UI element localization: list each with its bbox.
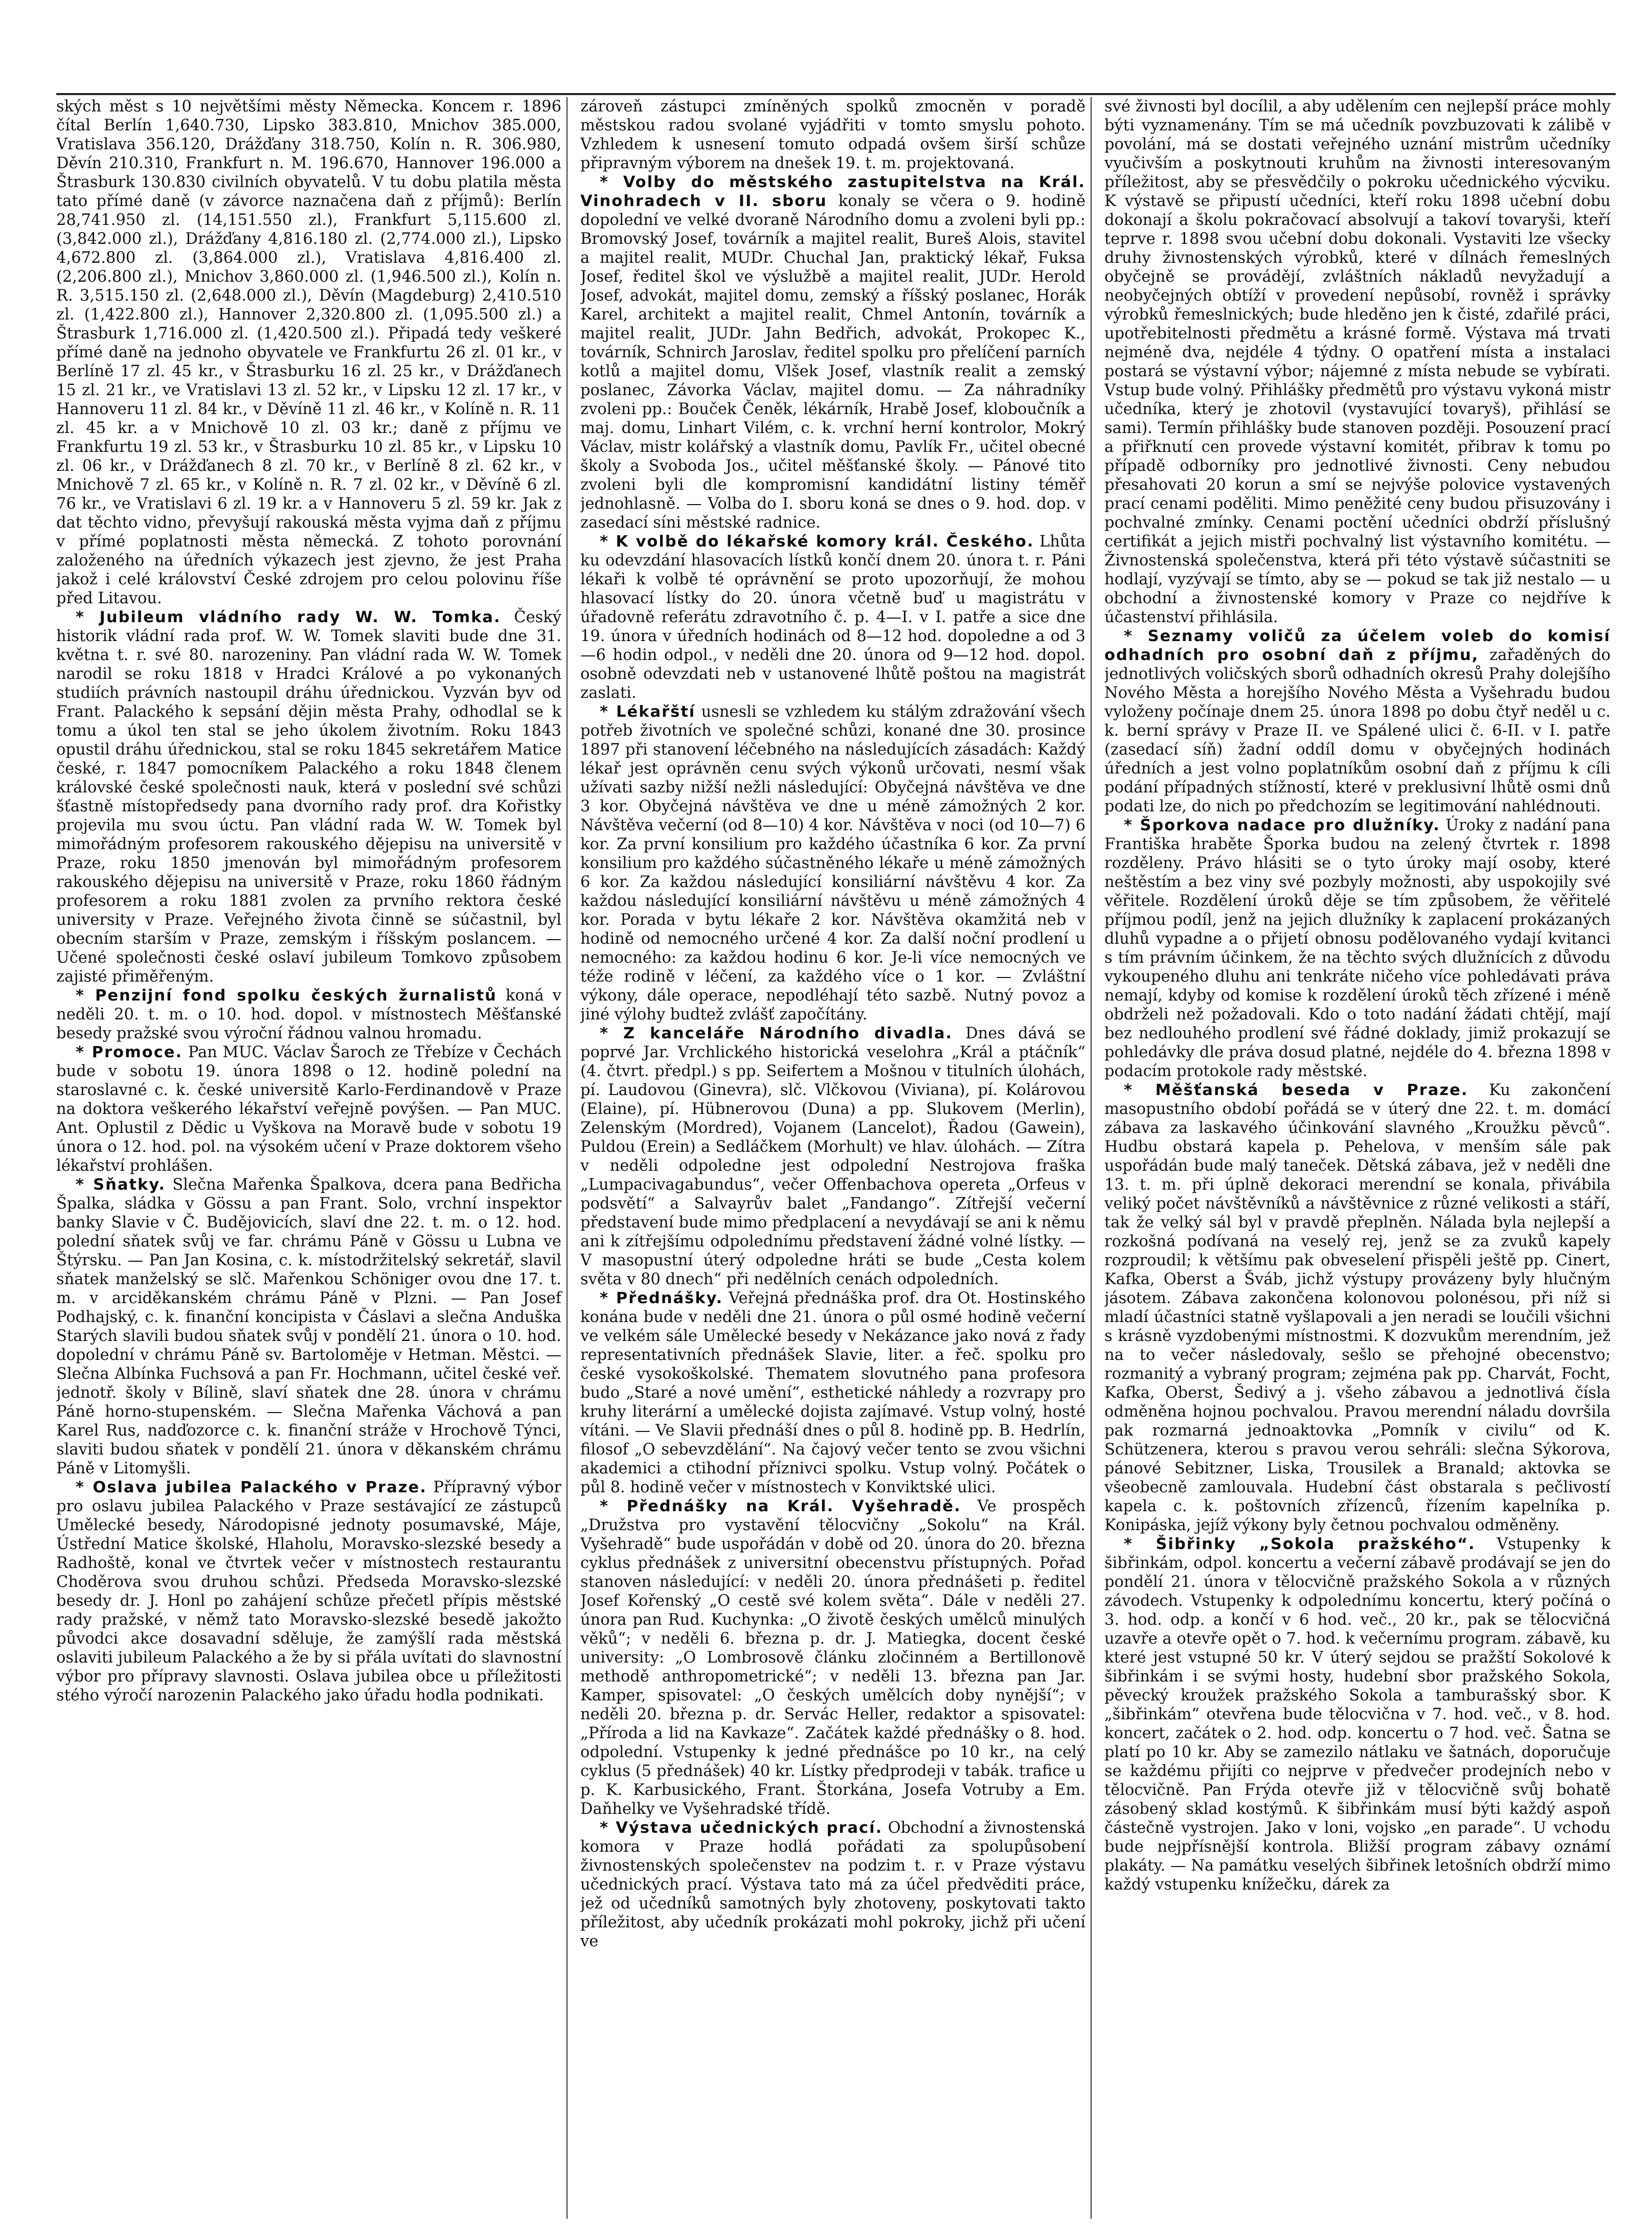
article-mestanska: * Měšťanská beseda v Praze. Ku zakončení masopustního období pořádá se v úterý dne 22. t. m. domácí zábava za laskavého účinkování slavného „Kroužku pěvců“. Hudbu obstará kapela p. Pehelova, v menším sále pak uspořádán bude malý taneček. Dětská zábava, jež v neděli dne 13. t. m. při úplně dekoraci merendní se konala, přivábila veliký počet návštěvníků a návštěvnice z různé velikosti a stáří, tak že velký sál byl v pravdě přeplněn. Nálada byla nejlepší a rozkošná podívaná na veselý rej, jenž se za zvuků kapely rozproudil; k většímu pak obveselení přispěli ještě pp. Cinert, Kafka, Oberst a Šváb, jichž výstupy provázeny byly hlučným jásotem. Zábava zakončena kolonovou polonésou, při níž si mladí účastníci statně vyšlapovali a jen neradi se loučili všichni s krásně vyzdobenými místnostmi. K dozvukům merendním, jež na to večer následovaly, sešlo se přehojné obecenstvo; rozmanitý a vybraný program; zejména pak pp. Charvát, Focht, Kafka, Oberst, Šedivý a j. všeho zábavou a jednotlivá čísla odměněna hojnou pochvalou. Pravou merendní náladu dovršila pak rozmarná jednoaktovka „Pomník v civilu“ od K. Schützenera, kterou s pravou verou sehráli: slečna Sýkorova, pánové Sebitzner, Liska, Trousilek a Branald; aktovka se všeobecně zamlouvala. Hudební část obstarala s pečlivostí kapela c. k. poštovních zřízenců, řízením kapelníka p. Konipáska, jejíž výkony byly četnou pochvalou odměněny.	[1104, 1081, 1611, 1534]
headline-mestanska: * Měšťanská beseda v Praze.	[1124, 1081, 1468, 1099]
article-palacky-cont: zároveň zástupci zmíněných spolků zmocněn v poradě městskou radou svolané vyjádřiti v tomto smyslu pohoto. Vzhledem k usnesení tomuto odpadá ovšem širší schůze připravným výborem na dnešek 19. t. m. projektovaná.	[580, 98, 1085, 172]
headline-promoce: * Promoce.	[76, 1043, 183, 1061]
article-vysehrad: * Přednášky na Král. Vyšehradě. Ve prospěch „Družstva pro vystavění tělocvičny „Sokolu“ na Král. Vyšehradě“ bude uspořádán v době od 20. února do 20. března cyklus přednášek z universitní obecenstvu přístupných. Pořad stanoven následující: v neděli 20. února přednášeti p. ředitel Josef Kořenský „O cestě své kolem světa“. Dále v neděli 27. února pan Rud. Kuchynka: „O životě českých umělců minulých věků“; v neděli 6. března p. dr. J. Matiegka, docent české university: „O Lombrosově článku zločinném a Bertillonově methodě anthropometrické“; v neděli 13. března pan Jar. Kamper, spisovatel: „O českých umělcích doby nynější“; v neděli 20. března p. dr. Servác Heller, redaktor a spisovatel: „Příroda a lid na Kavkaze“. Začátek každé přednášky o 8. hod. odpolední. Vstupenky k jedné přednášce po 10 kr., na celý cyklus (5 přednášek) 40 kr. Lístky předprodeji v tabák. trafice u p. K. Karbusického, Frant. Štorkána, Josefa Votruby a Em. Daňhelky ve Vyšehradské třídě.	[580, 1497, 1086, 1818]
headline-lekari: * K volbě do lékařské komory král. Českého.	[600, 533, 1034, 551]
newspaper-page	[56, 0, 1616, 2229]
article-palacky: * Oslava jubilea Palackého v Praze. Přípravný výbor pro oslavu jubilea Palackého v Praze sestávající ze zástupců Umělecké besedy, Národopisné jednoty posumavské, Máje, Ústřední Matice školské, Hlaholu, Moravsko-slezské besedy a Radhoště, konal ve čtvrtek večer v místnostech restaurantu Choděrova svou druhou schůzi. Předseda Moravsko-slezské besedy dr. J. Honl po zahájení schůze přečetl přípis městské rady pražské, v němž tato Moravsko-slezské besedě jakožto původci akce dosavadní sděluje, že zamýšlí rada městská oslaviti jubileum Palackého a že by si přála uvítati do slavnostní výbor pro přípravy slavnosti. Oslava jubilea obce u příležitosti stého výročí narozenin Palackého jako úřadu hodla podnikati.	[56, 1479, 561, 1704]
article-divadlo: * Z kanceláře Národního divadla. Dnes dává se poprvé Jar. Vrchlického historická veselohra „Král a ptáčník“ (4. čtvrt. předpl.) s pp. Seifertem a Mošnou v titulních úlohách, pí. Laudovou (Ginevra), slč. Vlčkovou (Viviana), pí. Kolárovou (Elaine), pí. Hübnerovou (Duna) a pp. Slukovem (Merlin), Zelenským (Mordred), Vojanem (Lancelot), Řadou (Gawein), Puldou (Erein) a Sedláčkem (Morhult) ve hlav. úlohách. — Zítra v neděli odpoledne jest odpolední Nestrojova fraška „Lumpacivagabundus“, večer Offenbachova opereta „Orfeus v podsvětí“ a Salvayrův balet „Fandango“. Zítřejší večerní představení bude mimo předplacení a nevydávají se ani k němu ani k zítřejšímu odpolednímu představení žádné volné lístky. — V masopustní úterý odpoledne hráti se bude „Cesta kolem světa v 80 dnech“ při nedělních cenách odpoledních.	[580, 1025, 1085, 1288]
article-promoce: * Promoce. Pan MUC. Václav Šaroch ze Třebíze v Čechách bude v sobotu 19. února 1898 o 12. hodině polední na staroslavné c. k. české universitě Karlo-Ferdinandově v Praze na doktora veškerého lékařství veřejně povýšen. — Pan MUC. Ant. Oplustil z Dědic u Vyškova na Moravě bude v sobotu 19 února o 12. hod. pol. na výsokém učení v Praze doktorem všeho lékařství prohlášen.	[56, 1043, 561, 1175]
column-3	[1104, 97, 1616, 2219]
headline-sokol: * Šibřinky „Sokola pražského“.	[1124, 1535, 1476, 1553]
article-seznamy: * Seznamy voličů za účelem voleb do komisí odhadních pro osobní daň z příjmu, zařaděných do jednotlivých voličských sborů odhadních okresů Prahy dolejšího Nového Města a horejšího Nového Města a Vyšehradu budou vyloženy počínaje dnem 25. února 1898 po dobu čtyř neděl u c. k. berní správy v Praze II. ve Spálené ulici č. 6-II. v I. patře (zasedací síň) žadní oddíl domu v obyčejných hodinách úředních a jest volno poplatníkům osobní daň z příjmu k cíli podání případných stížností, které v preklusivní lhůtě osmi dnů podati lze, do nich po předchozím se legitimování nahlédnouti.	[1104, 627, 1611, 815]
article-snatky: * Sňatky. Slečna Mařenka Špalkova, dcera pana Bedřicha Špalka, sládka v Gössu a pan Frant. Solo, vrchní inspektor banky Slavie v Č. Budějovicích, slaví dne 22. t. m. o 12. hod. polední sňatek svůj ve far. chrámu Páně v Gössu u Lubna ve Štýrsku. — Pan Jan Kosina, c. k. místodržitelský sekretář, slavil sňatek manželský se slč. Mařenkou Schöniger ovou dne 17. t. m. v arciděkanském chrámu Páně v Plzni. — Pan Josef Podhajský, c. k. finanční koncipista v Čáslavi a slečna Anduška Starých slavili budou sňatek svůj v pondělí 21. února o 10. hod. dopolední v chrámu Páně sv. Bartoloměje v Hetman. Městci. — Slečna Albínka Fuchsová a pan Fr. Hochmann, učitel české veř. jednotř. školy v Bílině, slaví sňatek dne 28. února v chrámu Páně horno-stupenském. — Slečna Mařenka Váchová a pan Karel Rus, nadďozorce c. k. finanční stráže v Hrochově Týnci, slaviti budou sňatek v pondělí 21. února v děkanském chrámu Páně v Litomyšli.	[56, 1176, 561, 1477]
article-city-taxes: ských měst s 10 největšími městy Německa. Koncem r. 1896 čítal Berlín 1,640.730, Lipsko 383.810, Mnichov 385.000, Vratislava 356.120, Drážďany 318.750, Kolín n. R. 306.980, Děvín 210.310, Frankfurt n. M. 196.670, Hannover 196.000 a Štrasburk 130.830 civilních obyvatelů. V tu dobu platila města tato přímé daně (v závorce naznačena daň z příjmů): Berlín 28,741.950 zl. (14,151.550 zl.), Frankfurt 5,115.600 zl. (3,842.000 zl.), Drážďany 4,816.180 zl. (2,774.000 zl.), Lipsko 4,672.800 zl. (3,864.000 zl.), Vratislava 4,816.400 zl. (2,206.800 zl.), Mnichov 3,860.000 zl. (1,946.500 zl.), Kolín n. R. 3,515.150 zl. (2,648.000 zl.), Děvín (Magdeburg) 2,410.510 zl. (1,422.800 zl.), Hannover 2,320.800 zl. (1,095.500 zl.) a Štrasburk 1,716.000 zl. (1,420.500 zl.). Připadá tedy veškeré přímé daně na jednoho obyvatele ve Frankfurtu 26 zl. 01 kr., v Berlíně 17 zl. 45 kr., v Štrasburku 16 zl. 25 kr., v Drážďanech 15 zl. 21 kr., ve Vratislavi 13 zl. 52 kr., v Lipsku 12 zl. 17 kr., v Hannoveru 11 zl. 84 kr., v Děvíně 11 zl. 46 kr., v Kolíně n. R. 11 zl. 45 kr. a v Mnichově 10 zl. 03 kr.; daně z příjmu ve Frankfurtu 19 zl. 53 kr., v Štrasburku 10 zl. 85 kr., v Lipsku 10 zl. 06 kr., v Drážďanech 8 zl. 70 kr., v Berlíně 8 zl. 62 kr., v Mnichově 7 zl. 65 kr., v Kolíně n. R. 7 zl. 02 kr., v Děvíně 6 zl. 76 kr., ve Vratislavi 6 zl. 19 kr. a v Hannoveru 5 zl. 59 kr. Jak z dat těchto vidno, převyšují rakouská města vyjma daň z příjmu v přímé poplatnosti města německá. Z tohoto porovnání založeného na úředních výkazech jest zjevno, že jest Praha jakož i celé království České zdrojem pro celou polovinu říše před Litavou.	[56, 98, 561, 607]
column-1	[56, 97, 568, 2219]
article-vystava: * Výstava učednických prací. Obchodní a živnostenská komora v Praze hodlá pořádati za spolupůsobení živnostenských společenstev na podzim t. r. v Praze výstavu učednických prací. Výstava tato má za účel předvěditi práce, jež od učedníků samotných byly zhotoveny, poskytovati takto příležitost, aby učedník prokázati mohl pokroky, jichž při učení ve	[580, 1819, 1085, 1950]
headline-volby: * Volby do městského zastupitelstva na Král. Vinohradech v II. sboru	[580, 173, 1085, 210]
article-sporkova: * Šporkova nadace pro dlužníky. Úroky z nadání pana Františka hraběte Šporka budou na zelený čtvrtek r. 1898 rozděleny. Právo hlásiti se o tyto úroky mají osoby, které neštěstím a bez viny své pozbyly možnosti, aby uspokojily své věřitele. Rozdělení úroků děje se tím způsobem, že věřitelé příjmou podíl, jenž na jejich dlužníky k zaplacení prokázaných dluhů vypadne a o přijetí obnosu podělovaného vydají kvitanci s tím právním účinkem, že na těchto svých dlužnících z důvodu vykoupeného dluhu ani tenkráte ničeho více pohledávati práva nemají, kdyby od komise k rozdělení úroků těch zřízené i méně obdrželi než požadovali. Kdo o toto nadání žádati chtějí, mají bez nedlouhého prodlení své řádné doklady, jimiž prokazují se pohledávky dle práva dosud platné, nejdéle do 4. března 1898 v podacím protokole rady městské.	[1104, 816, 1611, 1080]
headline-palacky: * Oslava jubilea Palackého v Praze.	[76, 1479, 427, 1496]
headline-vysehrad: * Přednášky na Král. Vyšehradě.	[600, 1497, 961, 1515]
headline-vystava: * Výstava učednických prací.	[600, 1819, 883, 1837]
article-lekarsti: * Lékařští usnesli se vzhledem ku stálým zdražování všech potřeb životních ve společné schůzi, konané dne 30. prosince 1897 při stanovení léčebného na následujících zásadách: Každý lékař jest oprávněn cenu svých výkonů určovati, nesmí však užívati sazby nižší nežli následující: Obyčejná návštěva ve dne 3 kor. Obyčejná návštěva ve dne u méně zámožných 2 kor. Návštěva večerní (od 8—10) 4 kor. Návštěva v noci (od 10—7) 6 kor. Za první konsilium pro každého účastníka 6 kor. Za první konsilium pro každého súčastněného lékaře u méně zámožných 6 kor. Za každou následující konsiliární návštěvu 4 kor. Za každou následující konsiliární návštěvu u méně zámožných 4 kor. Porada v bytu lékaře 2 kor. Návštěva okamžitá neb v hodině od nemocného určené 4 kor. Za další noční prodlení u nemocného: za každou hodinu 6 kor. Je-li více nemocných ve téže rodině v léčení, za každého více o 1 kor. — Zvláštní výkony, dále operace, nepodléhají této sazbě. Nutný povoz a jiné výlohy budtež zvlášť započítány.	[580, 703, 1085, 1023]
headline-divadlo: * Z kanceláře Národního divadla.	[600, 1025, 953, 1042]
headline-lekarsti: * Lékařští	[600, 703, 696, 721]
article-lekari: * K volbě do lékařské komory král. Českého. Lhůta ku odevzdání hlasovacích lístků končí dnem 20. února t. r. Páni lékaři k volbě té oprávnění se proto upozorňují, že mohou hlasovací lístky do 20. února včetně buď u magistrátu v úřadovně referátu zdravotního č. p. 4—I. v I. patře a sice dne 19. února v úředních hodinách od 8—12 hod. dopoledne a od 3—6 hodin odpol., v neděli dne 20. února od 9—12 hod. dopol. osobně odevzdati neb v ustanovené lhůtě poštou na magistrát zaslati.	[580, 533, 1085, 702]
headline-prednasky: * Přednášky.	[600, 1289, 723, 1307]
article-pension-fund: * Penzijní fond spolku českých žurnalistů koná v neděli 20. t. m. o 10. hod. dopol. v místnostech Měšťanské besedy pražské svou výroční řádnou valnou hromadu.	[56, 987, 561, 1042]
article-vystava-cont: své živnosti byl docílil, a aby udělením cen nejlepší práce mohly býti vyznamenány. Tím se má učedník povzbuzovati k zálibě v povolání, má se dostati veřejného uznání mistrům učedníky vyučivším a poskytnouti kruhům na živnosti interesovaným příležitost, aby se přesvědčily o pokroku učednického výcviku. K výstavě se připustí učedníci, kteří roku 1898 učební dobu dokonají a školu pokračovací absolvují a takoví tovaryši, kteří teprve r. 1898 svou učební dobu dokonali. Vystaviti lze všecky druhy živnostenských výrobků, které v dílnách řemeslných obyčejně se provádějí, zvláštních nákladů nevyžadují a neobyčejných obtíží v provedení nepůsobí, rovněž i správky výrobků řemeslnických; bude hleděno jen k čisté, zdařilé práci, upotřebitelnosti předmětu a krásné formě. Výstava má trvati nejméně dva, nejdéle 4 týdny. O opatření místa a instalaci postará se výstavní výbor; nájemné z místa nebude se vybírati. Vstup bude volný. Přihlášky předmětů pro výstavu vykoná mistr učedníka, který je zhotovil (vystavující tovaryš), přihlásí se sami). Termín přihlášky bude stanoven později. Posouzení prací a přiřknutí cen provede výstavní komitét, přibrav k tomu po případě odborníky pro jednotlivé živnosti. Ceny nebudou přesahovati 20 korun a smí se nejvýše polovice vystavených prací cenami poděliti. Mimo peněžité ceny budou přisuzovány i pochvalné zmínky. Cenami poctění učedníci obdrží příslušný certifikát a jejich mistři pochvalný list výstavního komitétu. — Živnostenská společenstva, která při této výstavě súčastniti se hodlají, vyzývají se tímto, aby se — pokud se tak již nestalo — u obchodní a živnostenské komory v Praze co nejdříve k účastenství přihlásila.	[1104, 98, 1611, 626]
article-tomek: * Jubileum vládního rady W. W. Tomka. Český historik vládní rada prof. W. W. Tomek slaviti bude dne 31. května t. r. své 80. narozeniny. Pan vládní rada W. W. Tomek narodil se roku 1818 v Hradci Králové a po vykonaných studiích právních nastoupil dráhu úřednickou. Vyzván byv od Frant. Palackého k sepsání dějin města Prahy, odhodlal se k tomu a úkol ten stal se jeho úkolem životním. Roku 1843 opustil dráhu úřednickou, stal se roku 1845 sekretářem Matice české, r. 1847 pomocníkem Palackého a roku 1848 členem královské české společnosti nauk, která v poslední své schůzi šťastně místopředsedy pana dvorního rady prof. dra Kořistky projevila mu svou úctu. Pan vládní rada W. W. Tomek byl mimořádným profesorem rakouského dějepisu na universitě v Praze, roku 1850 jmenován byl mimořádným profesorem rakouského dějepisu na universitě v Praze, roku 1860 řádným profesorem a roku 1881 zvolen za prvního rektora české university v Praze. Veřejného života činně se súčastnil, byl obecním starším v Praze, zemským i říšským poslancem. — Učené společnosti české oslaví jubileum Tomkovo způsobem zajisté přiměřeným.	[56, 608, 561, 986]
text-columns	[56, 97, 1616, 2219]
headline-sporkova: * Šporkova nadace pro dlužníky.	[1124, 816, 1440, 834]
headline-pension-fund: * Penzijní fond spolku českých žurnalistů	[76, 987, 497, 1005]
headline-tomek: * Jubileum vládního rady W. W. Tomka.	[76, 608, 501, 626]
article-prednasky: * Přednášky. Veřejná přednáška prof. dra Ot. Hostinského konána bude v neděli dne 21. února o půl osmé hodině večerní ve velkém sále Umělecké besedy v Nekázance jako nová z řady representativních přednášek Slavie, liter. a řeč. spolku pro české vysokoškolské. Thematem slovutného pana profesora budo „Staré a nové umění“, esthetické náhledy a rozvrapy pro kruhy literární a umělecké dojista zajímavé. Vstup volný, hosté vítáni. — Ve Slavii přednáší dnes o půl 8. hodině pp. B. Hedrlín, filosof „O sebevzdělání“. Na čajový večer tento se zvou všichni akademici a ctihodní příznivci spolku. Vstup volný. Počátek o půl 8. hodině večer v místnostech v Konviktské ulici.	[580, 1289, 1085, 1496]
headline-seznamy: * Seznamy voličů za účelem voleb do komisí odhadních pro osobní daň z příjmu,	[1104, 627, 1611, 664]
article-volby: * Volby do městského zastupitelstva na Král. Vinohradech v II. sboru konaly se včera o 9. hodině dopolední ve velké dvoraně Národního domu a zvoleni byli pp.: Bromovský Josef, továrník a majitel realit, Bureš Alois, stavitel a majitel realit, MUDr. Chuchal Jan, praktický lékař, Fuksa Josef, ředitel škol ve výslužbě a majitel realit, JUDr. Herold Josef, advokát, majitel domu, zemský a říšský poslanec, Horák Karel, architekt a majitel realit, Chmel Antonín, továrník a majitel realit, JUDr. Jahn Bedřich, advokát, Prokopec K., továrník, Schnirch Jaroslav, ředitel spolku pro přelíčení parních kotlů a majitel domu, Vlšek Josef, vlastník realit a zemský poslanec, Závorka Václav, majitel domu. — Za náhradníky zvoleni pp.: Bouček Čeněk, lékárník, Hrabě Josef, kloboučník a maj. domu, Linhart Vilém, c. k. vrchní herní kontrolor, Mokrý Václav, mistr kolářský a vlastník domu, Pavlík Fr., učitel obecné školy a Svoboda Jos., učitel měšťanské školy. — Pánové tito zvoleni byli dle kompromisní kandidátní listiny téměř jednohlasně. — Volba do I. sboru koná se dnes o 9. hod. dop. v zasedací síni městské radnice.	[580, 173, 1085, 532]
headline-snatky: * Sňatky.	[76, 1176, 166, 1194]
article-sokol: * Šibřinky „Sokola pražského“. Vstupenky k šibřinkám, odpol. koncertu a večerní zábavě prodávají se jen do pondělí 21. února v tělocvičně pražského Sokola a v různých závodech. Vstupenky k odpolednímu koncertu, který počíná o 3. hod. odp. a končí v 6 hod. več., 20 kr., pak se tělocvičná uzavře a otevře opět o 7. hod. k večernímu program. zábavě, ku které jest vstupné 50 kr. V úterý sejdou se pražští Sokolové k šibřinkám i se svými hosty, hudební sbor pražského Sokola, pěvecký kroužek pražského Sokola a tamburašský sbor. K „šibřinkám“ otevřena bude tělocvična v 7. hod. več., v 8. hod. koncert, začátek o 2. hod. odp. koncertu o 7 hod. več. Šatna se platí po 10 kr. Aby se zamezilo nátlaku ve šatnách, doporučuje se každému přijíti co nejprve v předvečer prodejních nebo v tělocvičně. Pan Frýda otevře již v tělocvičně svůj bohatě zásobený sklad kostýmů. K šibřinkám musí býti každý aspoň částečně vystrojen. Jako v loni, vojsko „en parade“. U vchodu bude nejpřísnější kontrola. Bližší program zábavy oznámí plakáty. — Na památku veselých šibřinek letošních obdrží mimo každý vstupenku knížečku, dárek za	[1104, 1535, 1611, 1894]
column-2	[580, 97, 1092, 2219]
